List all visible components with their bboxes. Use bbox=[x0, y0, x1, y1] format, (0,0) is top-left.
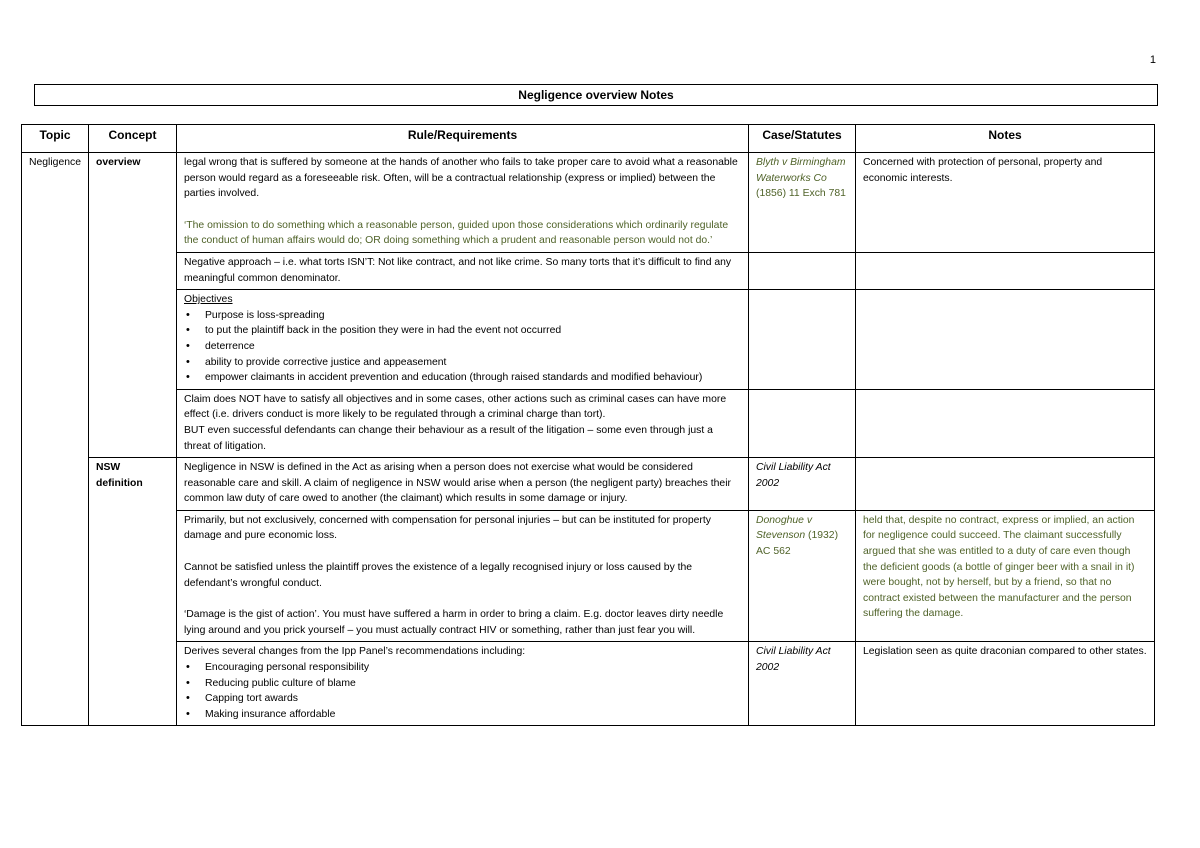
rule-text: Negligence in NSW is defined in the Act as arising when a person does not exercise what would be considered reasonable care and skill. A claim of negligence in NSW would arise when a person (the negligent party) breaches their common law duty of care owed to another (the claimant) which results in some damage or injury. bbox=[184, 462, 731, 505]
case-cell bbox=[749, 389, 856, 457]
case-citation: (1856) 11 Exch 781 bbox=[756, 188, 846, 200]
notes-cell bbox=[856, 153, 1155, 253]
notes-cell bbox=[856, 252, 1155, 289]
notes-table bbox=[21, 124, 1155, 726]
page-number: 1 bbox=[1149, 54, 1156, 66]
list-item: • Encouraging personal responsibility bbox=[184, 660, 741, 676]
table-row bbox=[22, 642, 1155, 726]
document-title: Negligence overview Notes bbox=[34, 84, 1158, 106]
rule-cell bbox=[177, 458, 749, 511]
concept-cell-nsw bbox=[89, 458, 177, 726]
table-row bbox=[22, 153, 1155, 253]
header-notes: Notes bbox=[856, 125, 1155, 153]
notes-text: Legislation seen as quite draconian compared to other states. bbox=[863, 646, 1147, 658]
rule-text: ‘Damage is the gist of action’. You must have suffered a harm in order to bring a claim. E.g. doctor leaves dirty needle lying around and you prick yourself – you must actually contract HIV or something, rather than just fear you will. bbox=[184, 609, 724, 636]
notes-cell bbox=[856, 389, 1155, 457]
case-cell bbox=[749, 290, 856, 390]
concept-cell-overview bbox=[89, 153, 177, 458]
rule-text: BUT even successful defendants can change their behaviour as a result of the litigation – some even through just a threat of litigation. bbox=[184, 424, 713, 452]
case-name: Blyth v Birmingham Waterworks Co bbox=[756, 157, 846, 184]
case-cell bbox=[749, 153, 856, 253]
header-rule: Rule/Requirements bbox=[177, 125, 749, 153]
rule-cell bbox=[177, 290, 749, 390]
table-row bbox=[22, 458, 1155, 511]
list-item: • Capping tort awards bbox=[184, 691, 741, 707]
case-cell bbox=[749, 252, 856, 289]
notes-cell bbox=[856, 642, 1155, 726]
statute-name: Civil Liability Act 2002 bbox=[756, 646, 831, 674]
list-item: • to put the plaintiff back in the position they were in had the event not occurred bbox=[184, 323, 741, 339]
case-cell bbox=[749, 642, 856, 726]
list-item: • deterrence bbox=[184, 339, 741, 355]
case-name: Donoghue v Stevenson bbox=[756, 514, 813, 542]
ipp-recommendations-list bbox=[184, 660, 741, 722]
list-item: • Purpose is loss-spreading bbox=[184, 308, 741, 324]
table-row bbox=[22, 290, 1155, 390]
case-cell bbox=[749, 458, 856, 511]
objectives-list bbox=[184, 308, 741, 386]
list-item: • empower claimants in accident prevention and education (through raised standards and modified behaviour) bbox=[184, 370, 741, 386]
case-citation: (1932) AC 562 bbox=[756, 530, 839, 558]
rule-text: Primarily, but not exclusively, concerned with compensation for personal injuries – but can be instituted for property damage and pure economic loss. bbox=[184, 514, 711, 542]
rule-text: Claim does NOT have to satisfy all objectives and in some cases, other actions such as criminal cases can have more effect (i.e. drivers conduct is more likely to be regulated through a criminal charge than tort). bbox=[184, 393, 727, 421]
header-topic: Topic bbox=[22, 125, 89, 153]
notes-cell bbox=[856, 510, 1155, 642]
rule-cell bbox=[177, 642, 749, 726]
rule-text: Negative approach – i.e. what torts ISN’T: Not like contract, and not like crime. So many torts that it’s difficult to find any meaningful common denominator. bbox=[184, 256, 732, 284]
topic-cell bbox=[22, 153, 89, 726]
objectives-heading: Objectives bbox=[184, 294, 233, 306]
header-case: Case/Statutes bbox=[749, 125, 856, 153]
rule-text: legal wrong that is suffered by someone at the hands of another who fails to take proper care to avoid what a reasonable person would regard as a foreseeable risk. Often, will be a contractual relationship (express or implied) between the parties involved. bbox=[184, 157, 738, 200]
notes-text: Concerned with protection of personal, property and economic interests. bbox=[863, 157, 1103, 184]
rule-cell bbox=[177, 389, 749, 457]
rule-cell bbox=[177, 510, 749, 642]
concept-label: NSW definition bbox=[96, 462, 143, 489]
list-item: • Reducing public culture of blame bbox=[184, 676, 741, 692]
notes-text: held that, despite no contract, express or implied, an action for negligence could succeed. The claimant successfully argued that she was entitled to a duty of care even though the deficient goods (a bottle of ginger beer with a snail in it) were bought, not by herself, but by a friend, so that no contract existed between the manufacturer and the person suffering the damage. bbox=[863, 514, 1135, 620]
list-item: • Making insurance affordable bbox=[184, 707, 741, 723]
concept-label: overview bbox=[96, 157, 141, 168]
rule-text: Cannot be satisfied unless the plaintiff proves the existence of a legally recognised injury or loss caused by the defendant’s wrongful conduct. bbox=[184, 562, 693, 589]
statute-name: Civil Liability Act 2002 bbox=[756, 462, 831, 489]
table-row bbox=[22, 389, 1155, 457]
case-cell bbox=[749, 510, 856, 642]
topic-label: Negligence bbox=[29, 157, 81, 168]
rule-quote: ‘The omission to do something which a reasonable person, guided upon those considerations which ordinarily regulate the conduct of human affairs would do; OR doing something which a prudent and reasonable person would not do.’ bbox=[184, 219, 729, 247]
table-row bbox=[22, 252, 1155, 289]
notes-cell bbox=[856, 458, 1155, 511]
table-header-row bbox=[22, 125, 1155, 153]
rule-cell bbox=[177, 153, 749, 253]
header-concept: Concept bbox=[89, 125, 177, 153]
rule-text: Derives several changes from the Ipp Panel’s recommendations including: bbox=[184, 646, 526, 658]
rule-cell bbox=[177, 252, 749, 289]
notes-cell bbox=[856, 290, 1155, 390]
table-row bbox=[22, 510, 1155, 642]
list-item: • ability to provide corrective justice and appeasement bbox=[184, 355, 741, 371]
